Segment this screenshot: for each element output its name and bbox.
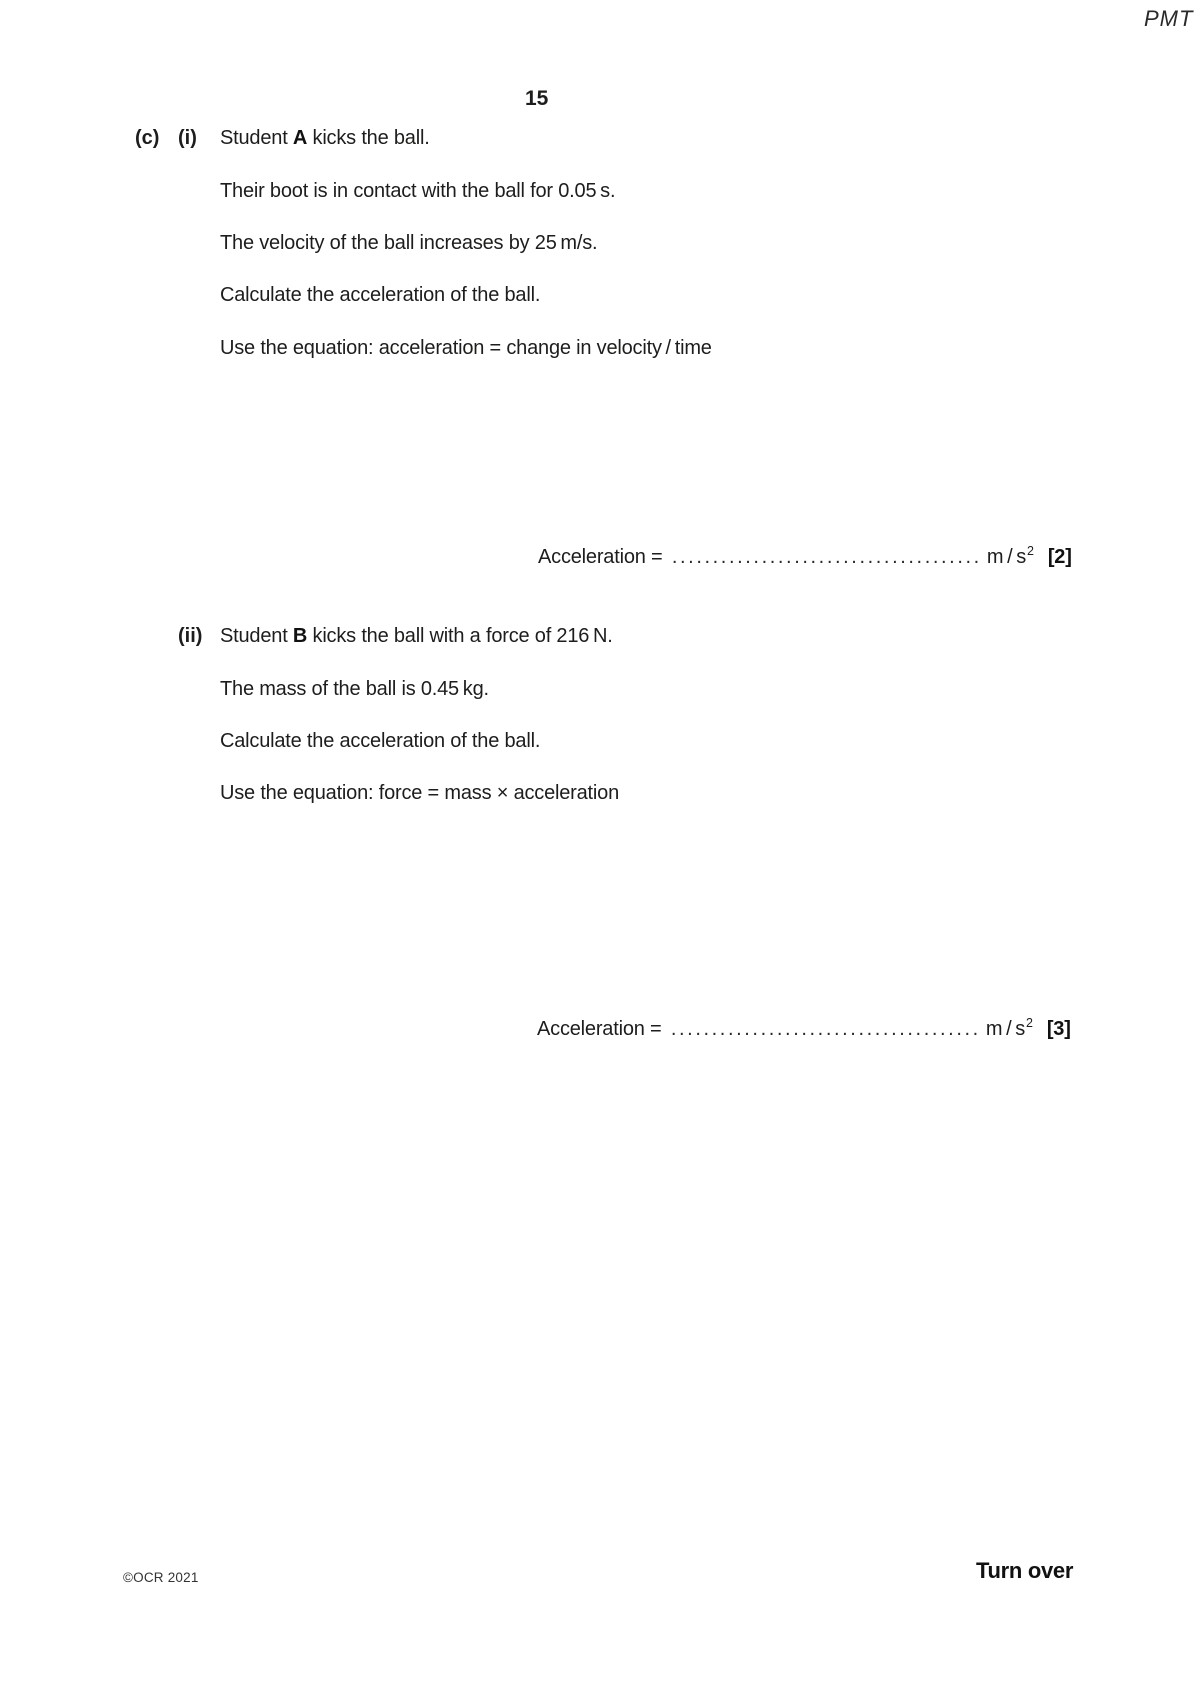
answer-unit-exponent: 2 xyxy=(1027,544,1034,558)
answer-unit: m / s xyxy=(985,1018,1026,1040)
intro-pre-text: Student xyxy=(220,625,293,647)
answer-label: Acceleration = xyxy=(537,1018,667,1040)
answer-line-acceleration-ii xyxy=(537,1017,1071,1041)
intro-pre-text: Student xyxy=(220,127,293,149)
answer-line-acceleration-i xyxy=(538,545,1072,569)
question-line: The velocity of the ball increases by 25 m/s. xyxy=(220,232,598,254)
question-line: Calculate the acceleration of the ball. xyxy=(220,284,541,306)
marks-badge: [3] xyxy=(1046,1018,1071,1040)
question-part-label: (c) xyxy=(135,127,160,149)
intro-post-text: kicks the ball with a force of 216 N. xyxy=(307,625,613,647)
student-b-label: B xyxy=(292,625,308,647)
subpart-ii-label: (ii) xyxy=(178,625,203,647)
turn-over-label: Turn over xyxy=(976,1558,1074,1583)
question-line: Calculate the acceleration of the ball. xyxy=(220,730,541,752)
question-line-equation: Use the equation: acceleration = change in velocity / time xyxy=(220,337,712,359)
question-line: Their boot is in contact with the ball for 0.05 s. xyxy=(220,180,616,202)
answer-unit-exponent: 2 xyxy=(1026,1016,1033,1030)
marks-badge: [2] xyxy=(1047,546,1072,568)
intro-post-text: kicks the ball. xyxy=(307,127,430,149)
question-line-i-intro xyxy=(220,126,430,150)
answer-dots: ...................................... xyxy=(671,546,982,568)
answer-unit: m / s xyxy=(986,546,1027,568)
page-number: 15 xyxy=(525,87,549,110)
student-a-label: A xyxy=(292,127,308,149)
subpart-i-label: (i) xyxy=(178,127,197,149)
pmt-watermark: PMT xyxy=(1144,6,1194,31)
question-line-equation: Use the equation: force = mass × acceleration xyxy=(220,782,620,804)
question-line-ii-intro xyxy=(220,624,613,648)
copyright-notice: ©OCR 2021 xyxy=(123,1570,199,1585)
answer-dots: ...................................... xyxy=(670,1018,981,1040)
question-line: The mass of the ball is 0.45 kg. xyxy=(220,678,489,700)
answer-label: Acceleration = xyxy=(538,546,668,568)
